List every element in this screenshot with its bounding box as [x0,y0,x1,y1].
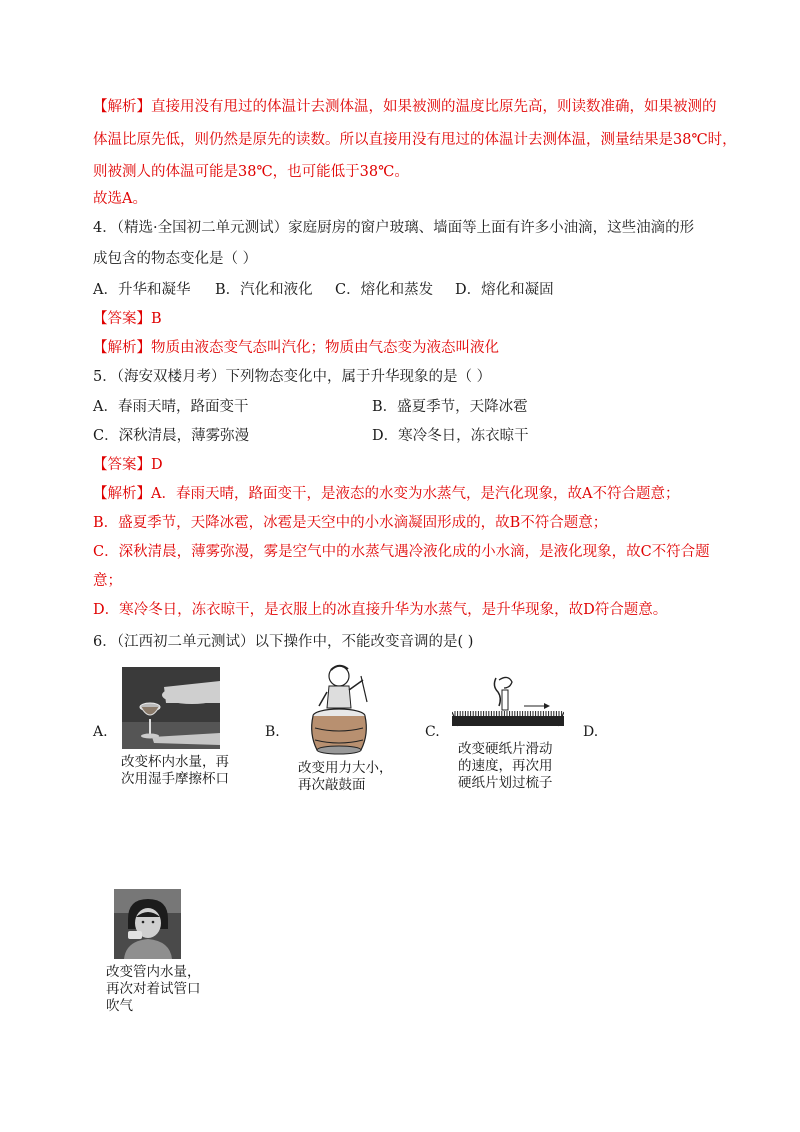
q5-option-c: C．深秋清晨，薄雾弥漫 [93,428,250,444]
q6-option-d-caption: 改变管内水量， 再次对着试管口 吹气 [106,964,201,1014]
q5-stem: 5．（海安双楼月考）下列物态变化中，属于升华现象的是（ ） [93,369,492,385]
q6-option-b-drum-figure [305,662,375,757]
q3-analysis-tag: 【解析】 [93,99,151,115]
q5-analysis-line-3: C．深秋清晨，薄雾弥漫，雾是空气中的水蒸气遇冷液化成的小水滴，是液化现象，故C不符合题 [93,544,710,560]
q3-analysis-line-1: 【解析】直接用没有甩过的体温计去测体温，如果被测的温度比原先高，则读数准确，如果被测的 [93,99,717,115]
q6-option-b-letter: B. [265,724,280,740]
q6-option-c-letter: C. [425,724,440,740]
q6-option-d-photo [114,889,181,959]
q6-option-b-caption: 改变用力大小， 再次敲鼓面 [298,760,393,793]
q5-answer-tag: 【答案】 [93,457,151,473]
q3-analysis-line-2: 体温比原先低，则仍然是原先的读数。所以直接用没有甩过的体温计去测体温，测量结果是38℃时， [93,132,737,148]
q5-option-d: D．寒冷冬日，冻衣晾干 [372,428,529,444]
q6-option-a-photo [122,667,220,749]
q4-option-b: B．汽化和液化 [215,282,313,298]
q4-answer-value: B [151,311,162,327]
q4-analysis: 【解析】物质由液态变气态叫汽化；物质由气态变为液态叫液化 [93,340,499,356]
q6-stem: 6．（江西初二单元测试）以下操作中，不能改变音调的是( ) [93,634,474,650]
q5-answer [93,455,163,475]
q5-analysis-line-1: 【解析】A．春雨天晴，路面变干，是液态的水变为水蒸气，是汽化现象，故A不符合题意； [93,486,680,502]
q3-conclusion: 故选A。 [93,191,147,207]
q5-analysis-line-2: B．盛夏季节，天降冰雹，冰雹是天空中的小水滴凝固形成的，故B不符合题意； [93,515,608,531]
q6-option-a-letter: A. [93,724,108,740]
q6-option-d-letter: D. [583,724,599,740]
q4-analysis-tag: 【解析】 [93,340,151,356]
q5-option-a: A．春雨天晴，路面变干 [93,399,249,415]
q6-option-c-caption: 改变硬纸片滑动 的速度，再次用 硬纸片划过梳子 [458,741,553,791]
q3-analysis-line-3: 则被测人的体温可能是38℃，也可能低于38℃。 [93,164,409,180]
q5-answer-value: D [151,457,163,473]
q4-option-d: D．熔化和凝固 [455,282,554,298]
q5-option-b: B．盛夏季节，天降冰雹 [372,399,528,415]
q4-answer-tag: 【答案】 [93,311,151,327]
q5-analysis-line-5: D．寒冷冬日，冻衣晾干，是衣服上的冰直接升华为水蒸气，是升华现象，故D符合题意。 [93,602,668,618]
q4-answer [93,309,162,329]
q4-stem-line-2: 成包含的物态变化是（ ） [93,251,258,267]
q5-analysis-line-4: 意； [93,573,122,589]
q4-option-c: C．熔化和蒸发 [335,282,434,298]
q6-option-a-caption: 改变杯内水量，再 次用湿手摩擦杯口 [121,754,229,787]
q4-stem-line-1: 4．（精选·全国初二单元测试）家庭厨房的窗户玻璃、墙面等上面有许多小油滴，这些油滴的形 [93,220,695,236]
q5-analysis-tag: 【解析】 [93,486,151,502]
q4-option-a: A．升华和凝华 [93,282,191,298]
q6-option-c-comb-figure [452,672,564,734]
